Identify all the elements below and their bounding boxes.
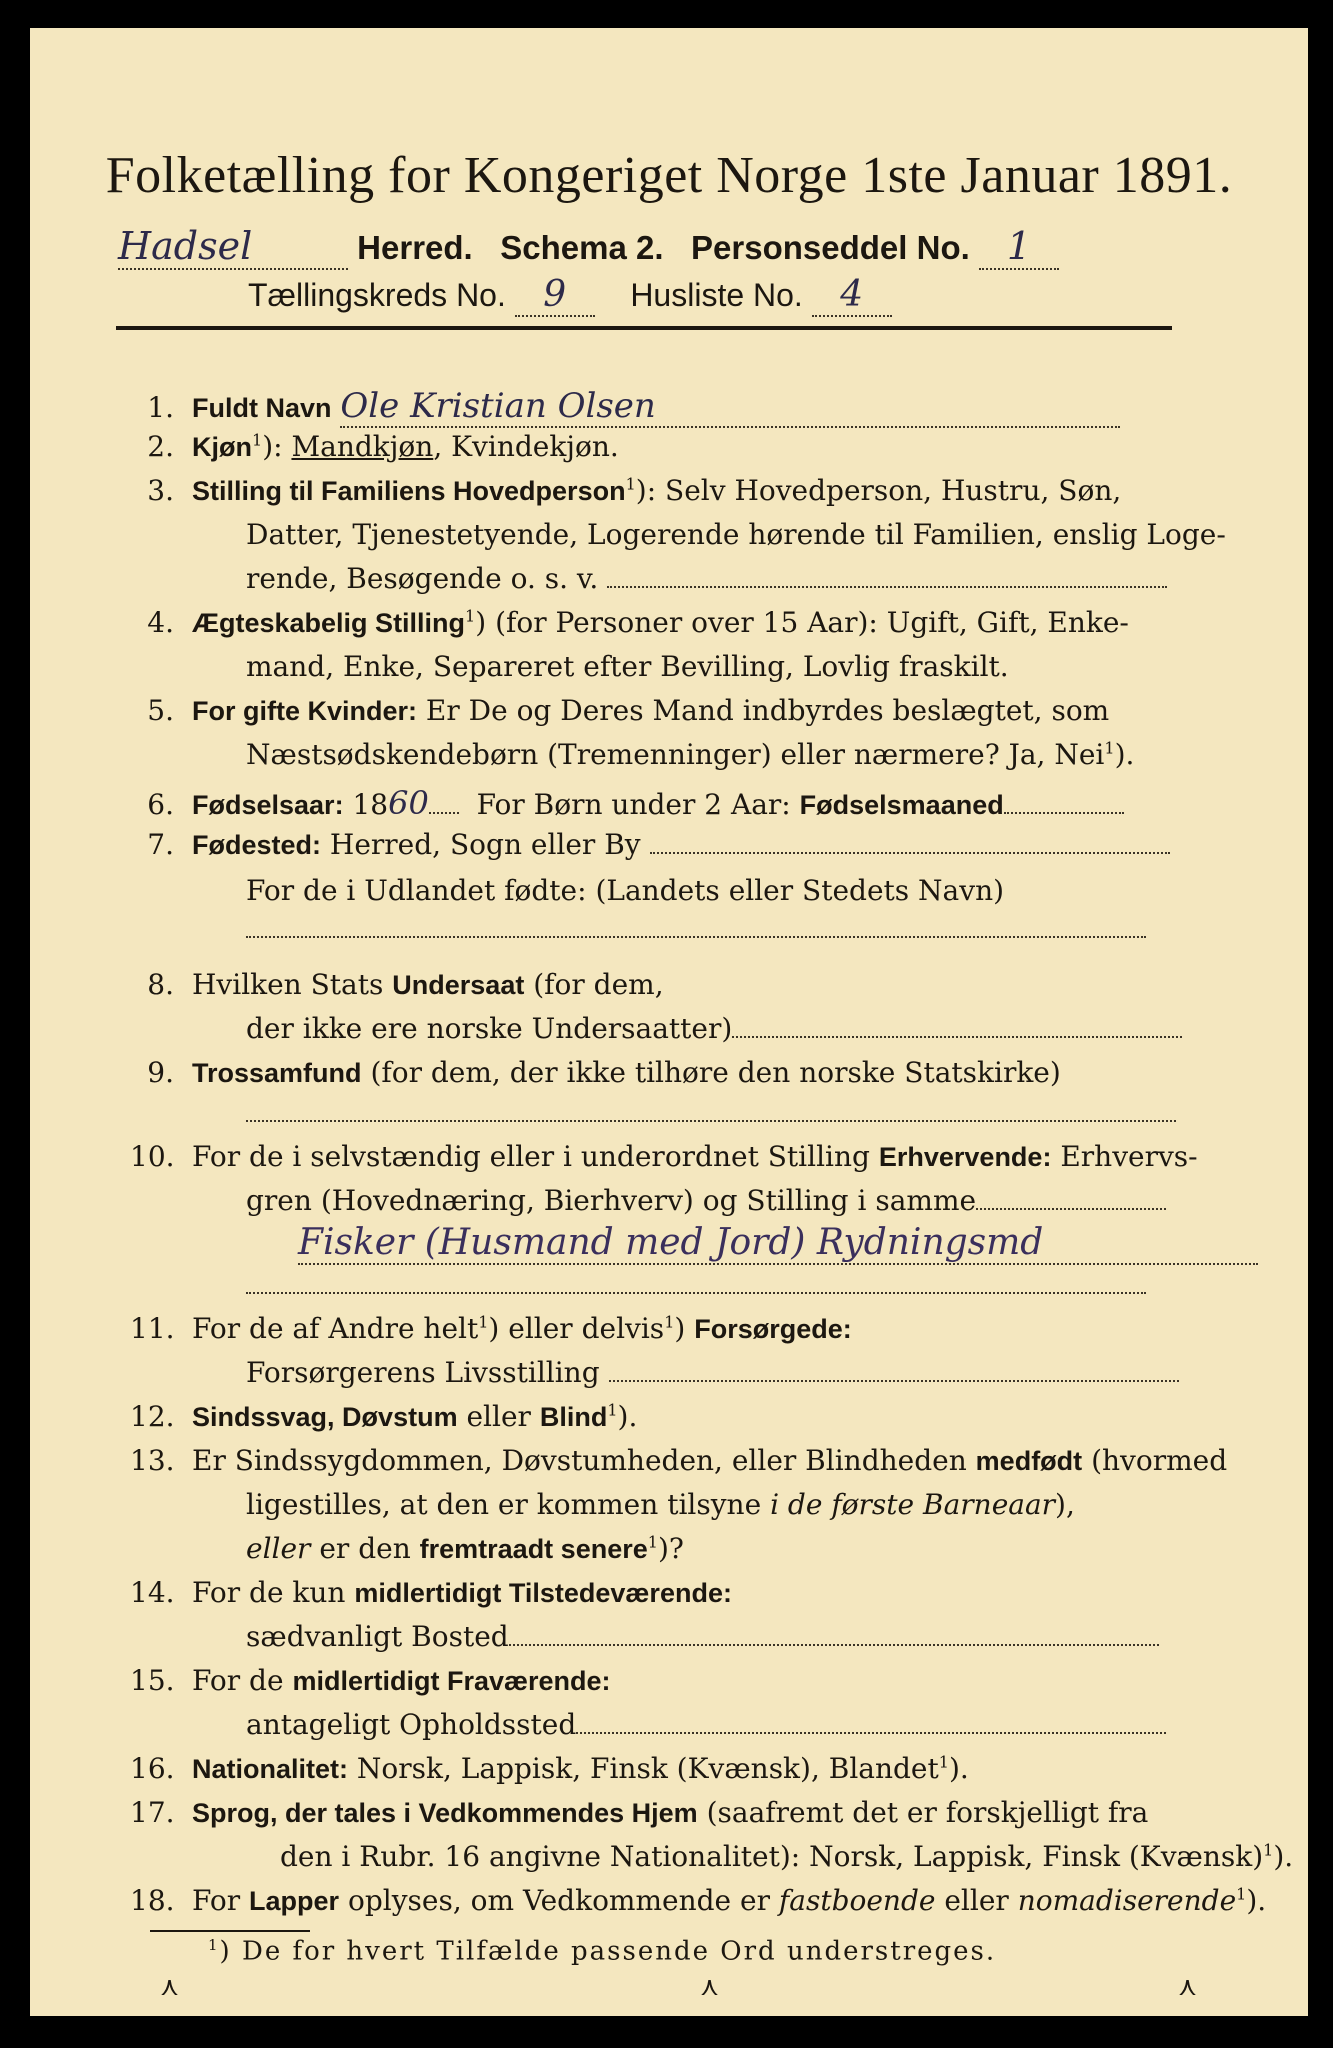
item-4: 4. Ægteskabelig Stilling$^1$) (for Personer over 15 Aar): Ugift, Gift, Enke-	[130, 606, 1129, 639]
item-11-line-2	[246, 1356, 1179, 1389]
item-text: Er Sindssygdommen, Døvstumheden, eller Blindheden	[192, 1444, 967, 1477]
dotted-field	[976, 1208, 1166, 1210]
dotted-field	[607, 586, 1167, 588]
item-label: Trossamfund	[192, 1058, 362, 1088]
dotted-field	[246, 1120, 1176, 1122]
dotted-field	[509, 1644, 1159, 1646]
item-number: 3.	[147, 474, 174, 507]
footnote-ref: 1	[252, 430, 263, 450]
item-text: Er De og Deres Mand indbyrdes beslægtet, som	[425, 694, 1110, 727]
item-text: oplyses, om Vedkommende er	[347, 1884, 770, 1917]
item-11: 11. For de af Andre helt$^1$) eller delvis$^1$) Forsørgede:	[130, 1312, 852, 1345]
option-kvindekjon: Kvindekjøn.	[451, 430, 619, 463]
item-text: eller	[246, 1532, 311, 1565]
item-12: 12. Sindssvag, Døvstum eller Blind$^1$).	[130, 1400, 638, 1433]
item-text: For de kun	[192, 1576, 346, 1609]
item-text: For	[192, 1884, 241, 1917]
footnote-text: De for hvert Tilfælde passende Ord understreges.	[241, 1936, 997, 1967]
item-number: 8.	[147, 968, 174, 1001]
item-text: nomadiserende	[1017, 1884, 1237, 1917]
item-text: For de i selvstændig eller i underordnet Stilling	[192, 1140, 870, 1173]
item-text: rende, Besøgende o. s. v.	[246, 562, 599, 595]
personseddel-no: 1	[979, 224, 1059, 270]
item-text: den i Rubr. 16 angivne Nationalitet): Norsk, Lappisk, Finsk (Kvænsk)	[280, 1840, 1264, 1873]
item-text: sædvanligt Bosted	[246, 1620, 509, 1653]
item-label: Forsørgede:	[694, 1314, 852, 1344]
item-1	[130, 386, 1120, 428]
footnote-rule	[150, 1930, 310, 1932]
item-number: 16.	[130, 1752, 175, 1785]
item-7	[130, 828, 1170, 861]
item-15	[130, 1664, 611, 1697]
item-text: eller delvis	[508, 1312, 665, 1345]
item-label: For gifte Kvinder:	[192, 696, 418, 726]
item-14	[130, 1576, 732, 1609]
item-number: 15.	[130, 1664, 175, 1697]
item-13-line-3: eller er den fremtraadt senere$^1$)?	[246, 1532, 684, 1565]
item-text: er den	[319, 1532, 411, 1565]
item-text: Hvilken Stats	[192, 968, 384, 1001]
item-label: Ægteskabelig Stilling	[192, 608, 466, 638]
item-label: midlertidigt Fraværende:	[292, 1666, 611, 1696]
item-label: Lapper	[249, 1886, 340, 1916]
husliste-label: Husliste No.	[630, 277, 803, 313]
item-7-line-2: For de i Udlandet fødte: (Landets eller Stedets Navn)	[246, 874, 1005, 907]
item-4-line-2: mand, Enke, Separeret efter Bevilling, Lovlig fraskilt.	[246, 650, 1009, 683]
item-text: fastboende	[778, 1884, 936, 1917]
dotted-field	[576, 1732, 1166, 1734]
item-number: 7.	[147, 828, 174, 861]
item-8	[130, 968, 664, 1001]
taellingskreds-label: Tællingskreds No.	[248, 277, 506, 313]
item-text: Norsk, Lappisk, Finsk (Kvænsk), Blandet	[356, 1752, 939, 1785]
item-label: Erhvervende:	[878, 1142, 1052, 1172]
dotted-field	[246, 936, 1146, 938]
item-text: (hvormed	[1091, 1444, 1228, 1477]
dotted-field	[732, 1036, 1182, 1038]
item-text: (for dem,	[533, 968, 664, 1001]
item-18: 18. For Lapper oplyses, om Vedkommende er fastboende eller nomadiserende$^1$).	[130, 1884, 1267, 1917]
item-number: 4.	[147, 606, 174, 639]
ornament-left-icon: ⋏	[160, 1972, 180, 2002]
item-label: Sindssvag, Døvstum	[192, 1402, 458, 1432]
footnote: $^1$) De for hvert Tilfælde passende Ord understreges.	[208, 1936, 997, 1967]
dotted-field	[1004, 812, 1124, 814]
item-label: Fødselsmaaned	[799, 790, 1004, 820]
item-number: 6.	[147, 788, 174, 821]
item-text: i de første Barneaar	[770, 1488, 1056, 1521]
item-9-line-2	[246, 1096, 1176, 1129]
personseddel-label: Personseddel No.	[691, 229, 970, 266]
item-label: Stilling til Familiens Hovedperson	[192, 476, 626, 506]
item-text: (for Personer over 15 Aar): Ugift, Gift, Enke-	[495, 606, 1129, 639]
item-text: Herred, Sogn eller By	[329, 828, 641, 861]
husliste-no: 4	[812, 274, 892, 317]
item-text: ligestilles, at den er kommen tilsyne	[246, 1488, 762, 1521]
item-number: 12.	[130, 1400, 175, 1433]
birth-year-prefix: 18	[352, 788, 389, 821]
item-number: 13.	[130, 1444, 175, 1477]
item-label: Kjøn	[192, 432, 252, 462]
item-number: 14.	[130, 1576, 175, 1609]
item-label: medfødt	[975, 1446, 1083, 1476]
item-text: Næstsødskendebørn (Tremenninger) eller nærmere? Ja, Nei	[246, 738, 1105, 771]
item-number: 9.	[147, 1056, 174, 1089]
full-name-value: Ole Kristian Olsen	[340, 386, 656, 426]
birth-year-value: 60	[388, 784, 429, 822]
item-number: 17.	[130, 1796, 175, 1829]
item-number: 11.	[130, 1312, 175, 1345]
form-title: Folketælling for Kongeriget Norge 1ste Januar 1891.	[105, 147, 1233, 204]
item-13	[130, 1444, 1227, 1477]
herred-label: Herred.	[357, 229, 473, 266]
item-label: Fødselsaar:	[192, 790, 344, 820]
item-5-line-2: Næstsødskendebørn (Tremenninger) eller nærmere? Ja, Nei$^1$).	[246, 738, 1135, 771]
ornament-right-icon: ⋏	[1178, 1972, 1198, 2002]
herred-line	[118, 224, 1059, 270]
item-text: (saafremt det er forskjelligt fra	[706, 1796, 1149, 1829]
full-name-field	[340, 386, 1120, 428]
item-10-line-4	[246, 1268, 1146, 1301]
taellingskreds-line	[248, 274, 892, 317]
item-text: gren (Hovednæring, Bierhverv) og Stilling i samme	[246, 1184, 977, 1217]
dotted-field	[609, 1380, 1179, 1382]
item-7-line-3	[246, 912, 1146, 945]
item-text: der ikke ere norske Undersaatter)	[246, 1012, 733, 1045]
item-text: eller	[466, 1400, 531, 1433]
item-text: For Børn under 2 Aar:	[476, 788, 791, 821]
schema-label: Schema 2.	[500, 229, 664, 266]
item-16: 16. Nationalitet: Norsk, Lappisk, Finsk (Kvænsk), Blandet$^1$).	[130, 1752, 969, 1785]
item-text: eller	[944, 1884, 1009, 1917]
census-form	[30, 28, 1308, 2016]
item-5	[130, 694, 1109, 727]
item-text: For de af Andre helt	[192, 1312, 479, 1345]
item-label: Nationalitet:	[192, 1754, 349, 1784]
item-2: 2. Kjøn$^1$): Mandkjøn, Kvindekjøn.	[130, 430, 619, 463]
item-label: fremtraadt senere	[419, 1534, 648, 1564]
item-label: Sprog, der tales i Vedkommendes Hjem	[192, 1798, 698, 1828]
item-text: Erhvervs-	[1060, 1140, 1198, 1173]
item-number: 10.	[130, 1140, 175, 1173]
item-label: midlertidigt Tilstedeværende:	[354, 1578, 732, 1608]
dotted-field	[650, 852, 1170, 854]
item-number: 2.	[147, 430, 174, 463]
ornament-center-icon: ⋏	[700, 1972, 720, 2002]
item-label: Fødested:	[192, 830, 322, 860]
item-label: Blind	[539, 1402, 608, 1432]
option-mandkjon: Mandkjøn	[291, 430, 434, 463]
item-text: Selv Hovedperson, Hustru, Søn,	[665, 474, 1122, 507]
item-6	[130, 784, 1124, 822]
item-number: 1.	[147, 391, 174, 424]
footnote-marker: 1	[208, 1936, 220, 1954]
item-14-line-2	[246, 1620, 1159, 1653]
item-8-line-2	[246, 1012, 1182, 1045]
item-3-line-3	[246, 562, 1167, 595]
item-10-line-2	[246, 1184, 1166, 1217]
item-text: Forsørgerens Livsstilling	[246, 1356, 600, 1389]
occupation-value: Fisker (Husmand med Jord) Rydningsmd	[298, 1222, 1258, 1265]
item-13-line-2: ligestilles, at den er kommen tilsyne i de første Barneaar),	[246, 1488, 1075, 1521]
header-rule	[116, 326, 1172, 330]
item-label: Fuldt Navn	[192, 393, 332, 423]
item-3-line-2: Datter, Tjenestetyende, Logerende hørende til Familien, enslig Loge-	[246, 518, 1226, 551]
item-17-line-2: den i Rubr. 16 angivne Nationalitet): Norsk, Lappisk, Finsk (Kvænsk)$^1$).	[280, 1840, 1294, 1873]
taellingskreds-no: 9	[515, 274, 595, 317]
item-text: (for dem, der ikke tilhøre den norske Statskirke)	[370, 1056, 1061, 1089]
herred-name: Hadsel	[118, 224, 348, 270]
item-17	[130, 1796, 1148, 1829]
item-number: 18.	[130, 1884, 175, 1917]
item-number: 5.	[147, 694, 174, 727]
item-label: Undersaat	[392, 970, 525, 1000]
item-text: For de	[192, 1664, 284, 1697]
item-15-line-2	[246, 1708, 1166, 1741]
item-10	[130, 1140, 1198, 1173]
item-3: 3. Stilling til Familiens Hovedperson$^1$): Selv Hovedperson, Hustru, Søn,	[130, 474, 1121, 507]
dotted-field	[246, 1292, 1146, 1294]
item-9	[130, 1056, 1061, 1089]
item-text: antageligt Opholdssted	[246, 1708, 577, 1741]
